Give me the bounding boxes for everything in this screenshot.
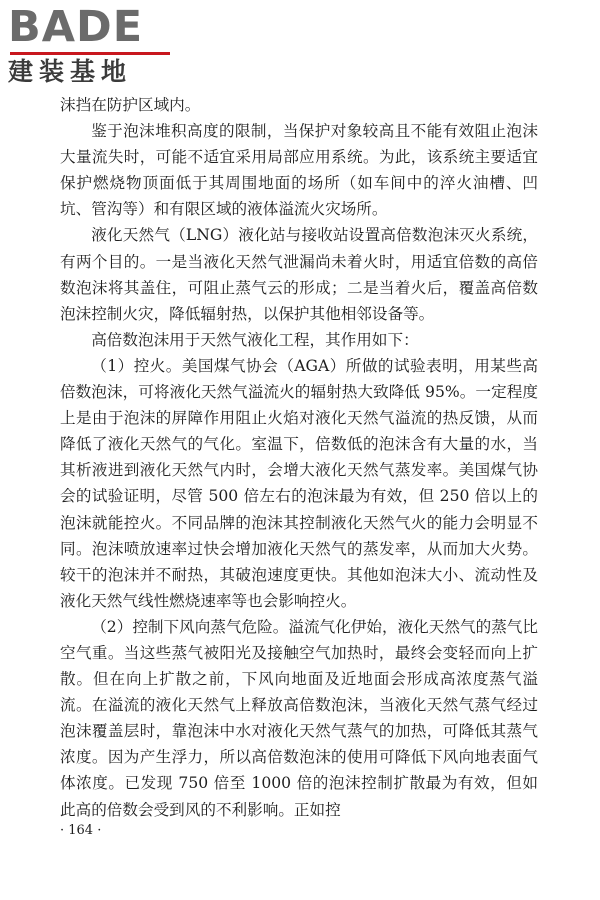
logo-wordmark: BADE [8,2,144,52]
paragraph-fire-control: （1）控火。美国煤气协会（AGA）所做的试验表明，用某些高倍数泡沫，可将液化天然气溢流火的辐射热大致降低 95%。一定程度上是由于泡沫的屏障作用阻止火焰对液化天然气溢流的热反馈，从而降低了液化天然气的气化。室温下，倍数低的泡沫含有大量的水，当其析液进到液化天然气内时，会增大液化天然气蒸发率。美国煤气协会的试验证明，尽管 500 倍左右的泡沫最为有效，但 250 倍以上的泡沫就能控火。不同品牌的泡沫其控制液化天然气火的能力会明显不同。泡沫喷放速率过快会增加液化天然气的蒸发率，从而加大火势。较干的泡沫并不耐热，其破泡速度更快。其他如泡沫大小、流动性及液化天然气线性燃烧速率等也会影响控火。 [60,356,538,610]
paragraph-functions-intro: 高倍数泡沫用于天然气液化工程，其作用如下： [91,330,419,349]
page-number: · 164 · [60,823,102,838]
page-body [60,92,538,823]
paragraph-vapor-control: （2）控制下风向蒸气危险。溢流气化伊始，液化天然气的蒸气比空气重。当这些蒸气被阳光及接触空气加热时，最终会变轻而向上扩散。但在向上扩散之前，下风向地面及近地面会形成高浓度蒸气溢流。在溢流的液化天然气上释放高倍数泡沫，当液化天然气蒸气经过泡沫覆盖层时，靠泡沫中水对液化天然气蒸气的加热，可降低其蒸气浓度。因为产生浮力，所以高倍数泡沫的使用可降低下风向地表面气体浓度。已发现 750 倍至 1000 倍的泡沫控制扩散最为有效，但如此高的倍数会受到风的不利影响。正如控 [60,617,538,819]
logo-subtitle: 建装基地 [8,57,133,86]
paragraph-local-application: 鉴于泡沫堆积高度的限制，当保护对象较高且不能有效阻止泡沫大量流失时，可能不适宜采用局部应用系统。为此，该系统主要适宜保护燃烧物顶面低于其周围地面的场所（如车间中的淬火油槽、凹坑、管沟等）和有限区域的液体溢流火灾场所。 [60,122,538,219]
paragraph-continuation: 沫挡在防护区域内。 [60,96,201,114]
paragraph-lng-purpose: 液化天然气（LNG）液化站与接收站设置高倍数泡沫灭火系统，有两个目的。一是当液化天然气泄漏尚未着火时，用适宜倍数的高倍数泡沫将其盖住，可阻止蒸气云的形成；二是当着火后，覆盖高倍数泡沫控制火灾，降低辐射热，以保护其他相邻设备等。 [60,226,538,323]
bade-logo [8,4,178,88]
logo-accent-bar [10,52,170,55]
